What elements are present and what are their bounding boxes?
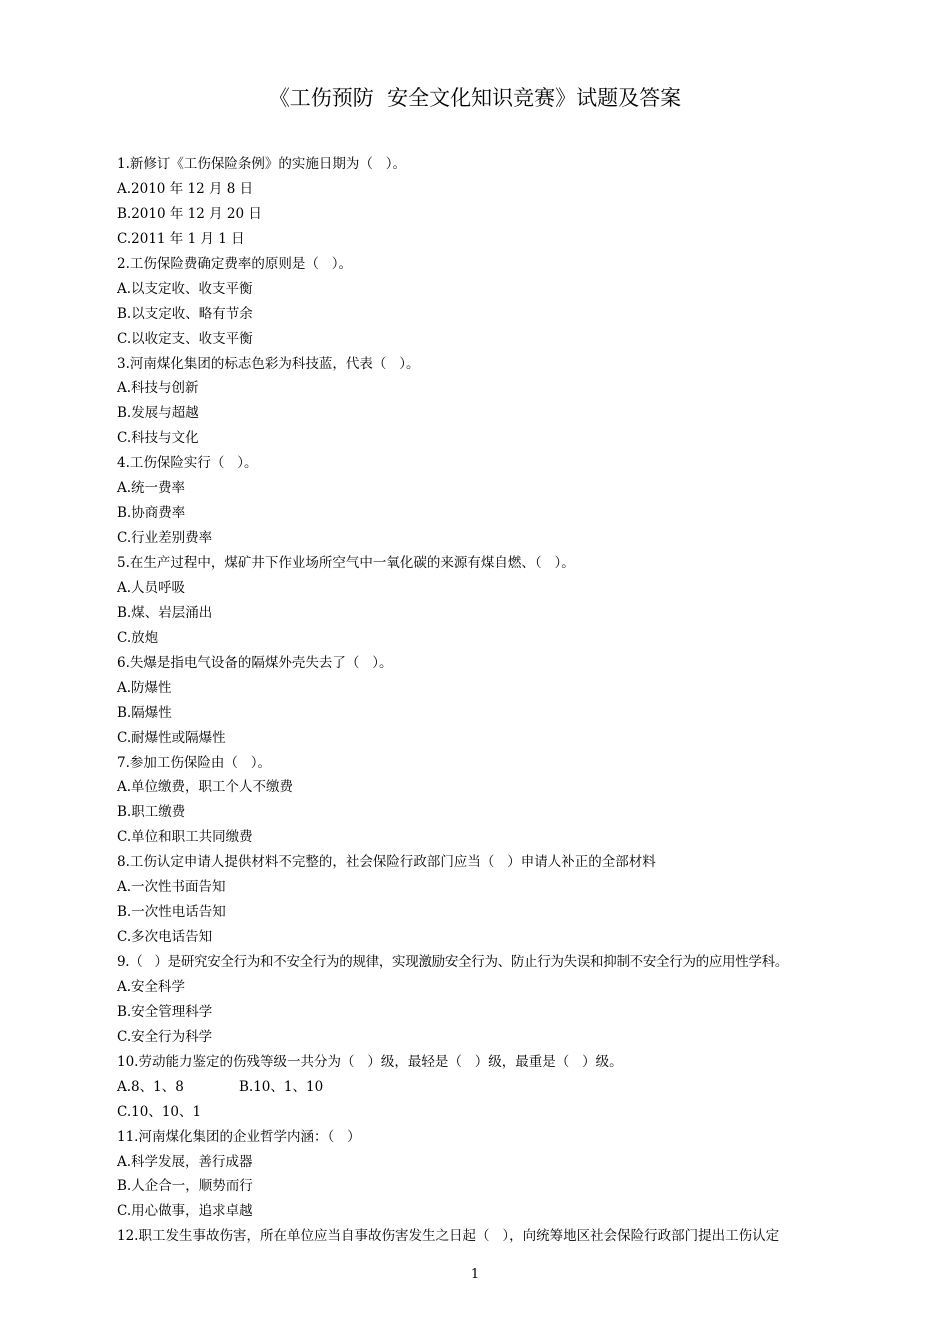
question-text: 8.工伤认定申请人提供材料不完整的，社会保险行政部门应当（ ）申请人补正的全部材料: [117, 854, 656, 871]
answer-option: B.煤、岩层涌出: [117, 604, 213, 621]
answer-option: C.放炮: [117, 629, 159, 646]
answer-option: C.多次电话告知: [117, 929, 213, 946]
answer-option: B.安全管理科学: [117, 1003, 213, 1020]
answer-option: C.10、10、1: [117, 1103, 202, 1120]
page-number: 1: [470, 1267, 480, 1282]
answer-option: A.统一费率: [117, 480, 186, 497]
answer-option: C.2011 年 1 月 1 日: [117, 230, 245, 247]
answer-option: B.隔爆性: [117, 704, 172, 721]
question-text: 1.新修订《工伤保险条例》的实施日期为（ ）。: [117, 156, 407, 172]
answer-option: A.科学发展，善行成器: [117, 1153, 253, 1170]
answer-option: A.防爆性: [117, 679, 172, 696]
answer-option: C.行业差别费率: [117, 530, 213, 547]
answer-option: A.2010 年 12 月 8 日: [117, 180, 254, 197]
option-row: [117, 1075, 857, 1100]
question-text: 5.在生产过程中，煤矿井下作业场所空气中一氧化碳的来源有煤自燃、（ ）。: [117, 555, 575, 571]
answer-option: A.人员呼吸: [117, 579, 186, 596]
answer-option: A.以支定收、收支平衡: [117, 280, 253, 297]
answer-option: B.人企合一，顺势而行: [117, 1178, 253, 1195]
document-title: 《工伤预防 安全文化知识竞赛》试题及答案: [268, 86, 682, 110]
answer-option: B.10、1、10: [239, 1078, 324, 1095]
question-text: 6.失爆是指电气设备的隔煤外壳失去了（ ）。: [117, 654, 393, 671]
answer-option: B.职工缴费: [117, 804, 186, 821]
answer-option: A.安全科学: [117, 978, 186, 995]
answer-option: B.以支定收、略有节余: [117, 305, 253, 322]
answer-option: A.一次性书面告知: [117, 879, 226, 896]
answer-option: C.单位和职工共同缴费: [117, 829, 253, 846]
answer-option: B.发展与超越: [117, 405, 199, 422]
answer-option: C.耐爆性或隔爆性: [117, 729, 226, 746]
answer-option: C.用心做事，追求卓越: [117, 1203, 253, 1220]
question-text: 12.职工发生事故伤害，所在单位应当自事故伤害发生之日起（ ），向统筹地区社会保险行政部门提出工伤认定: [117, 1228, 780, 1245]
answer-option: A.科技与创新: [117, 380, 199, 397]
question-list: [117, 152, 857, 1249]
question-text: 2.工伤保险费确定费率的原则是（ ）。: [117, 255, 353, 272]
answer-option: A.8、1、8: [117, 1078, 184, 1095]
answer-option: C.以收定支、收支平衡: [117, 330, 253, 347]
answer-option: B.2010 年 12 月 20 日: [117, 205, 262, 222]
question-text: 7.参加工伤保险由（ ）。: [117, 754, 272, 771]
question-text: 3.河南煤化集团的标志色彩为科技蓝，代表（ ）。: [117, 355, 420, 372]
question-text: 9.（ ）是研究安全行为和不安全行为的规律，实现激励安全行为、防止行为失误和抑制不安全行为的应用性学科。: [117, 954, 789, 970]
question-text: 10.劳动能力鉴定的伤残等级一共分为（ ）级，最轻是（ ）级，最重是（ ）级。: [117, 1053, 623, 1070]
answer-option: B.协商费率: [117, 505, 186, 522]
question-text: 11.河南煤化集团的企业哲学内涵：（ ）: [117, 1128, 361, 1145]
answer-option: B.一次性电话告知: [117, 904, 226, 921]
question-text: 4.工伤保险实行（ ）。: [117, 455, 258, 472]
answer-option: C.科技与文化: [117, 430, 199, 447]
answer-option: C.安全行为科学: [117, 1028, 213, 1045]
answer-option: A.单位缴费，职工个人不缴费: [117, 779, 294, 796]
